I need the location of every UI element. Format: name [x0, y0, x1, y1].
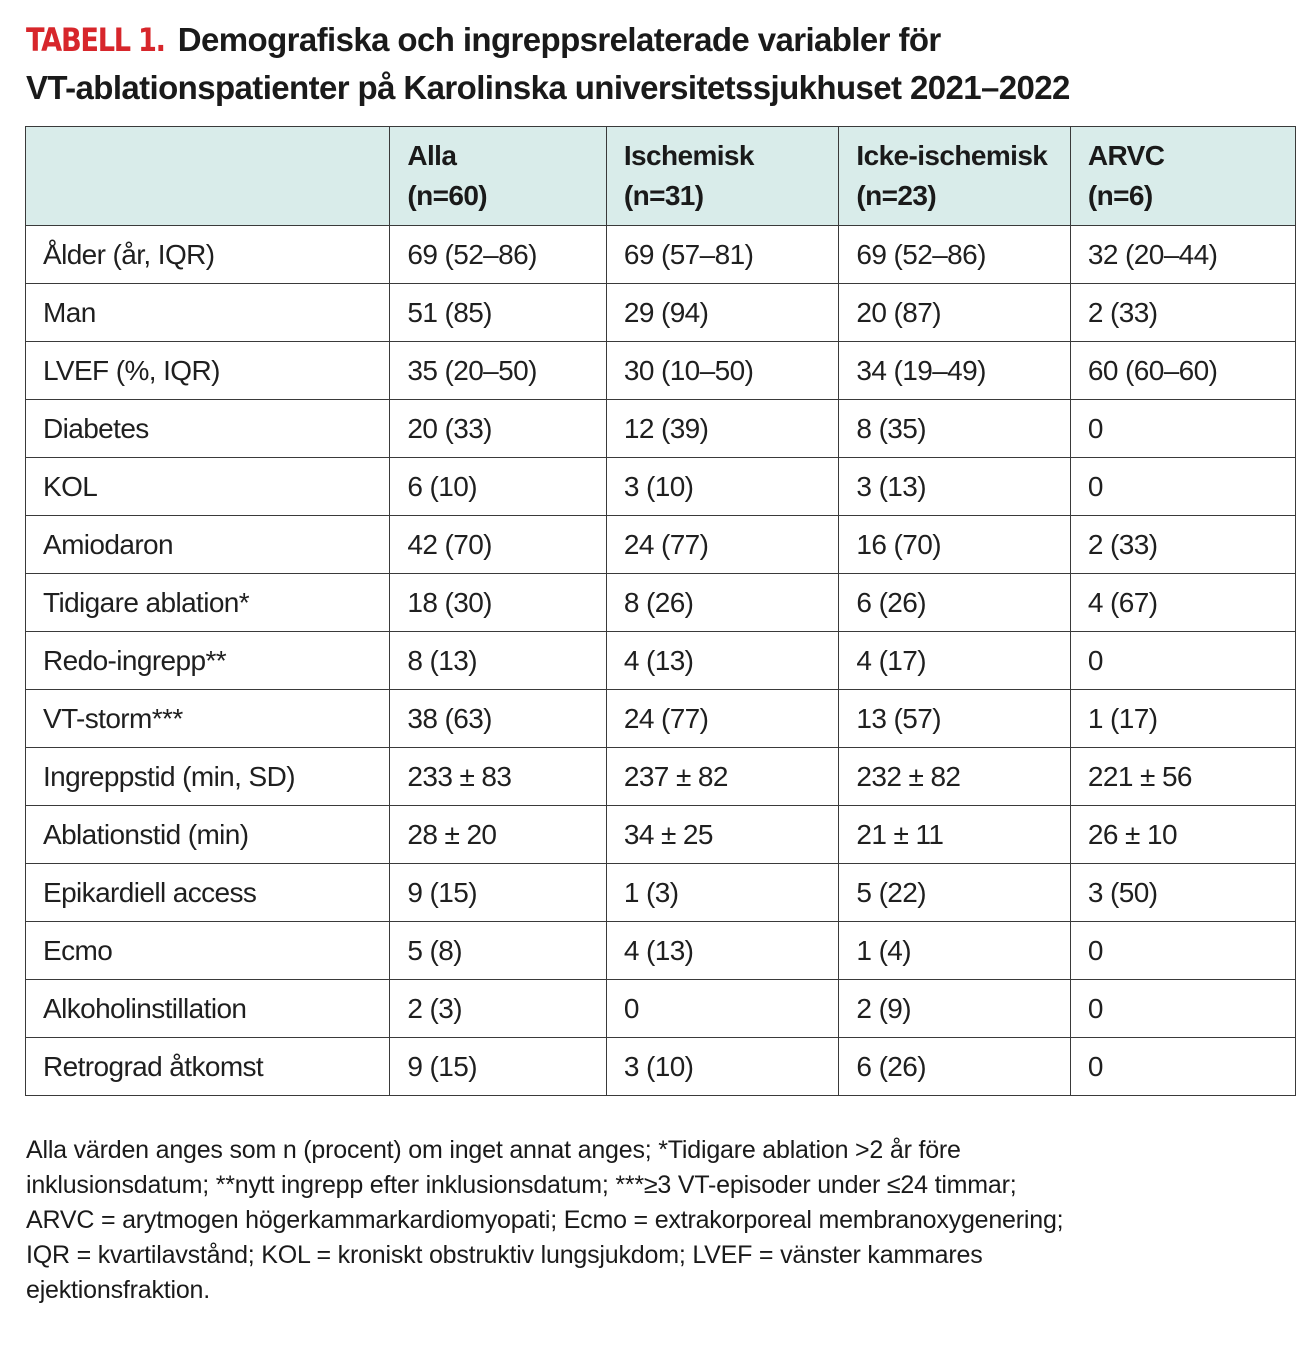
value-cell: 6 (10) — [390, 458, 606, 516]
table-row — [26, 342, 1296, 400]
value-cell: 69 (52–86) — [839, 226, 1070, 284]
row-label-cell: Epikardiell access — [26, 864, 390, 922]
value-cell: 3 (10) — [606, 458, 839, 516]
row-label-cell: Tidigare ablation* — [26, 574, 390, 632]
value-cell: 2 (3) — [390, 980, 606, 1038]
table-row — [26, 748, 1296, 806]
header-line-1: Ischemisk — [623, 140, 754, 171]
value-cell: 18 (30) — [390, 574, 606, 632]
value-cell: 9 (15) — [390, 1038, 606, 1096]
value-cell: 12 (39) — [606, 400, 839, 458]
value-cell: 221 ± 56 — [1070, 748, 1295, 806]
table-body — [26, 226, 1296, 1096]
value-cell: 3 (10) — [606, 1038, 839, 1096]
header-icke-ischemisk — [839, 127, 1070, 226]
value-cell: 6 (26) — [839, 1038, 1070, 1096]
value-cell: 4 (13) — [606, 922, 839, 980]
value-cell: 232 ± 82 — [839, 748, 1070, 806]
value-cell: 0 — [1070, 400, 1295, 458]
footnote-line: Alla värden anges som n (procent) om inget annat anges; *Tidigare ablation >2 år före — [26, 1136, 961, 1164]
value-cell: 20 (33) — [390, 400, 606, 458]
header-line-2: (n=31) — [623, 180, 704, 211]
value-cell: 4 (67) — [1070, 574, 1295, 632]
value-cell: 0 — [1070, 980, 1295, 1038]
value-cell: 237 ± 82 — [606, 748, 839, 806]
value-cell: 30 (10–50) — [606, 342, 839, 400]
value-cell: 21 ± 11 — [839, 806, 1070, 864]
value-cell: 2 (33) — [1070, 516, 1295, 574]
value-cell: 34 ± 25 — [606, 806, 839, 864]
value-cell: 0 — [1070, 458, 1295, 516]
value-cell: 4 (17) — [839, 632, 1070, 690]
value-cell: 233 ± 83 — [390, 748, 606, 806]
row-label-cell: Amiodaron — [26, 516, 390, 574]
value-cell: 8 (35) — [839, 400, 1070, 458]
header-alla — [390, 127, 606, 226]
value-cell: 29 (94) — [606, 284, 839, 342]
value-cell: 60 (60–60) — [1070, 342, 1295, 400]
value-cell: 9 (15) — [390, 864, 606, 922]
value-cell: 16 (70) — [839, 516, 1070, 574]
value-cell: 69 (57–81) — [606, 226, 839, 284]
table-row — [26, 284, 1296, 342]
row-label-cell: KOL — [26, 458, 390, 516]
table-row — [26, 400, 1296, 458]
table-row — [26, 226, 1296, 284]
footnote-line: ejektionsfraktion. — [26, 1276, 210, 1304]
row-label-cell: Retrograd åtkomst — [26, 1038, 390, 1096]
table-header — [26, 127, 1296, 226]
value-cell: 26 ± 10 — [1070, 806, 1295, 864]
header-line-1: Alla — [407, 140, 457, 171]
header-line-1: Icke-ischemisk — [856, 140, 1048, 171]
value-cell: 1 (3) — [606, 864, 839, 922]
value-cell: 8 (26) — [606, 574, 839, 632]
header-line-1: ARVC — [1087, 140, 1165, 171]
table-row — [26, 690, 1296, 748]
value-cell: 13 (57) — [839, 690, 1070, 748]
value-cell: 24 (77) — [606, 516, 839, 574]
value-cell: 32 (20–44) — [1070, 226, 1295, 284]
row-label-cell: Ecmo — [26, 922, 390, 980]
value-cell: 38 (63) — [390, 690, 606, 748]
table-footnote — [26, 1133, 1281, 1308]
title-line-2: VT-ablationspatienter på Karolinska universitetssjukhuset 2021–2022 — [26, 69, 1070, 106]
value-cell: 35 (20–50) — [390, 342, 606, 400]
value-cell: 3 (13) — [839, 458, 1070, 516]
title-line-1 — [26, 16, 1286, 64]
value-cell: 0 — [1070, 632, 1295, 690]
footnote-line: inklusionsdatum; **nytt ingrepp efter inklusionsdatum; ***≥3 VT-episoder under ≤24 timmar; — [26, 1171, 1017, 1199]
table-row — [26, 980, 1296, 1038]
header-arvc — [1070, 127, 1295, 226]
value-cell: 5 (8) — [390, 922, 606, 980]
row-label-cell: Ingreppstid (min, SD) — [26, 748, 390, 806]
value-cell: 51 (85) — [390, 284, 606, 342]
header-ischemisk — [606, 127, 839, 226]
row-label-cell: LVEF (%, IQR) — [26, 342, 390, 400]
table-row — [26, 1038, 1296, 1096]
value-cell: 28 ± 20 — [390, 806, 606, 864]
value-cell: 5 (22) — [839, 864, 1070, 922]
table-row — [26, 922, 1296, 980]
header-line-2: (n=60) — [407, 180, 488, 211]
data-table — [25, 126, 1296, 1096]
title-text-1: Demografiska och ingreppsrelaterade variabler för — [177, 21, 941, 58]
value-cell: 3 (50) — [1070, 864, 1295, 922]
footnote-line: IQR = kvartilavstånd; KOL = kroniskt obstruktiv lungsjukdom; LVEF = vänster kammares — [26, 1241, 983, 1269]
value-cell: 6 (26) — [839, 574, 1070, 632]
row-label-cell: Diabetes — [26, 400, 390, 458]
row-label-cell: Ålder (år, IQR) — [26, 226, 390, 284]
value-cell: 24 (77) — [606, 690, 839, 748]
value-cell: 2 (33) — [1070, 284, 1295, 342]
header-row — [26, 127, 1296, 226]
row-label-cell: VT-storm*** — [26, 690, 390, 748]
header-empty — [26, 127, 390, 226]
row-label-cell: Ablationstid (min) — [26, 806, 390, 864]
value-cell: 42 (70) — [390, 516, 606, 574]
value-cell: 0 — [1070, 1038, 1295, 1096]
value-cell: 20 (87) — [839, 284, 1070, 342]
table-title — [26, 16, 1286, 112]
table-row — [26, 574, 1296, 632]
table-row — [26, 458, 1296, 516]
value-cell: 0 — [1070, 922, 1295, 980]
value-cell: 0 — [606, 980, 839, 1038]
value-cell: 69 (52–86) — [390, 226, 606, 284]
value-cell: 1 (17) — [1070, 690, 1295, 748]
table-row — [26, 516, 1296, 574]
table-row — [26, 864, 1296, 922]
table-label: TABELL 1. — [26, 21, 165, 59]
value-cell: 4 (13) — [606, 632, 839, 690]
header-line-2: (n=23) — [856, 180, 937, 211]
table-row — [26, 632, 1296, 690]
row-label-cell: Man — [26, 284, 390, 342]
header-line-2: (n=6) — [1087, 180, 1153, 211]
row-label-cell: Alkoholinstillation — [26, 980, 390, 1038]
value-cell: 2 (9) — [839, 980, 1070, 1038]
footnote-line: ARVC = arytmogen högerkammarkardiomyopati; Ecmo = extrakorporeal membranoxygenering; — [26, 1206, 1064, 1234]
value-cell: 8 (13) — [390, 632, 606, 690]
table-row — [26, 806, 1296, 864]
value-cell: 1 (4) — [839, 922, 1070, 980]
value-cell: 34 (19–49) — [839, 342, 1070, 400]
row-label-cell: Redo-ingrepp** — [26, 632, 390, 690]
